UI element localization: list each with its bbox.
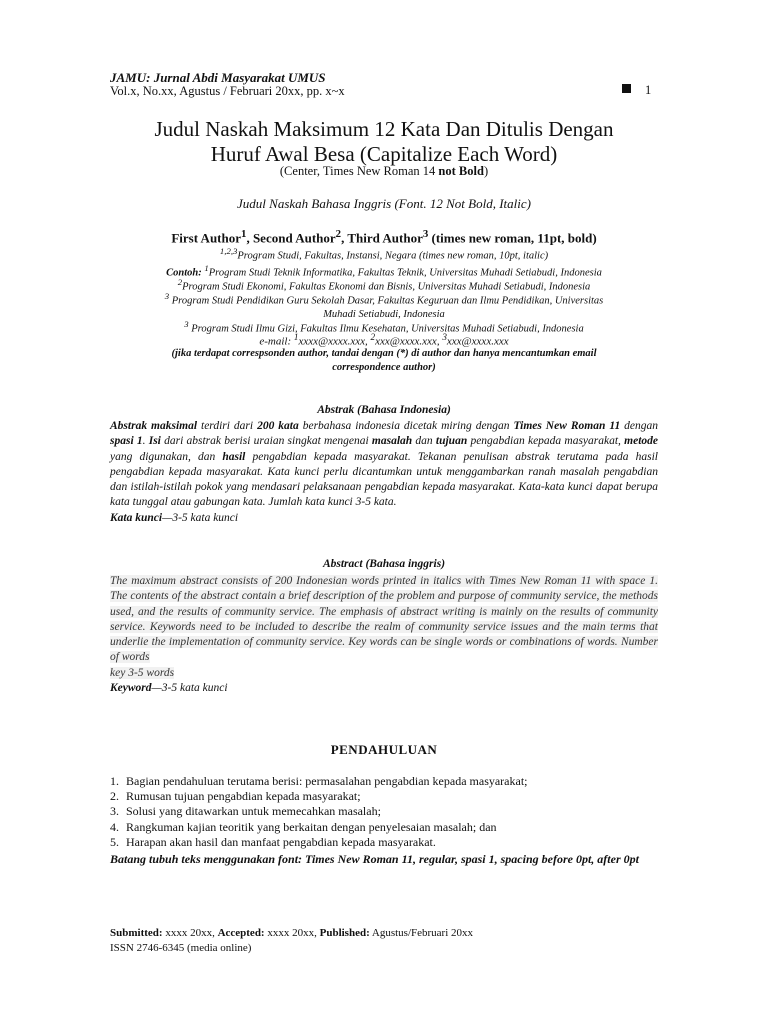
abstrak-body [110, 419, 658, 526]
affil-ex4-text: Program Studi Ilmu Gizi, Fakultas Ilmu Kesehatan, Universitas Muhadi Setiabudi, Indonesia [188, 323, 584, 335]
list-number: 5. [110, 834, 119, 849]
affil-ex3-line2: Muhadi Setiabudi, Indonesia [323, 309, 445, 320]
list-text: Harapan akan hasil dan manfaat pengabdian kepada masyarakat. [126, 834, 436, 849]
affiliation-example-3 [110, 290, 658, 322]
abstract-en-key-line: key 3-5 words [110, 666, 175, 679]
list-item [110, 820, 658, 835]
affil-ex3-line1: Program Studi Pendidikan Guru Sekolah Dasar, Fakultas Keguruan dan Ilmu Pendidikan, Universitas [169, 295, 604, 307]
title-line-1: Judul Naskah Maksimum 12 Kata Dan Ditulis Dengan [154, 117, 614, 141]
email-1-sup: 1 [293, 332, 299, 342]
journal-name: JAMU: Jurnal Abdi Masyarakat UMUS [110, 70, 326, 85]
abstrak-bold-1: Abstrak maksimal [110, 420, 198, 432]
submission-dates [110, 927, 473, 939]
affil-ex4-sup: 3 [184, 319, 189, 329]
list-item [110, 774, 658, 789]
published-date: Agustus/Februari 20xx [369, 927, 474, 939]
author-line [100, 228, 668, 246]
abstrak-heading: Abstrak (Bahasa Indonesia) [317, 404, 451, 416]
abstrak-bold-5: Isi [148, 435, 161, 448]
affil-ex2-sup: 2 [177, 277, 183, 287]
abstrak-text-1: terdiri dari [197, 420, 258, 432]
email-3-sup: 3 [442, 332, 447, 342]
abstrak-text-8: yang digunakan, dan [110, 450, 223, 463]
email-line [110, 332, 658, 348]
abstrak-bold-8: metode [624, 435, 659, 448]
author-2: , Second Author [246, 230, 336, 246]
submitted-label: Submitted: [110, 927, 163, 939]
correspondence-line-1: (jika terdapat correspsonden author, tandai dengan (*) di author dan hanya mencantumkan email [171, 348, 597, 359]
published-label: Published: [319, 927, 370, 939]
author-1-sup: 1 [241, 228, 247, 240]
volume-line: Vol.x, No.xx, Agustus / Februari 20xx, pp. x~x [110, 84, 345, 98]
accepted-date: xxxx 20xx, [264, 927, 320, 939]
kata-kunci-label: Kata kunci [110, 511, 163, 524]
kata-kunci-text: —3-5 kata kunci [162, 511, 239, 524]
affil-ex1-text: Program Studi Teknik Informatika, Fakultas Teknik, Universitas Muhadi Setiabudi, Indonesia [208, 267, 602, 279]
abstrak-text-6: dan [412, 435, 436, 448]
list-number: 4. [110, 819, 119, 834]
abstrak-text-9: pengabdian kepada masyarakat. Tekanan penulisan abstrak terutama pada hasil pengabdian kepada masyarakat. Kata kunci perlu dicantumkan untuk menggambarkan ranah masalah pengabdian dan istilah-istilah pokok yang mendasari pelaksanaan pengabdian kepada masyarakat. Kata-kata kunci dapat berupa kata tunggal atau gabungan kata. Jumlah kata kunci 3-5 kata. [110, 450, 658, 509]
email-label: e-mail: [259, 335, 294, 348]
title-note-text: (Center, Times New Roman 14 [279, 164, 439, 178]
author-3: , Third Author [341, 230, 423, 246]
title-note-end: ) [483, 164, 489, 178]
abstrak-text-2: berbahasa indonesia dicetak miring dengan [298, 420, 514, 432]
pendahuluan-list [110, 774, 658, 850]
list-item [110, 804, 658, 819]
square-bullet-icon [622, 84, 631, 93]
author-1: First Author [171, 230, 242, 246]
email-2-sup: 2 [370, 332, 376, 342]
author-2-sup: 2 [335, 228, 342, 240]
paper-title [100, 117, 668, 167]
list-text: Rumusan tujuan pengabdian kepada masyarakat; [126, 789, 361, 804]
english-title: Judul Naskah Bahasa Inggris (Font. 12 Not Bold, Italic) [237, 196, 531, 211]
title-note-bold: not Bold [438, 164, 484, 178]
abstrak-bold-6: masalah [371, 435, 413, 448]
affil-generic-text: Program Studi, Fakultas, Instansi, Negara (times new roman, 10pt, italic) [237, 250, 549, 262]
email-2: xxx@xxxx.xxx, [375, 335, 443, 348]
keyword-label: Keyword [110, 682, 152, 695]
keyword-text: —3-5 kata kunci [151, 682, 228, 695]
email-3: xxx@xxxx.xxx [446, 335, 509, 348]
page-number-area [622, 83, 651, 98]
pendahuluan-heading: PENDAHULUAN [330, 742, 438, 757]
abstrak-text-7: pengabdian kepada masyarakat, [467, 435, 625, 448]
body-format-note: Batang tubuh teks menggunakan font: Times New Roman 11, regular, spasi 1, spacing before 0pt, after 0pt [110, 852, 639, 866]
abstract-en-text: The maximum abstract consists of 200 Indonesian words printed in italics with Times New Roman 11 with space 1. The contents of the abstract contain a brief description of the problem and purpose of community service, the methods used, and the results of community service. The emphasis of abstract writing is mainly on the results of community service. Keywords need to be included to describe the realm of community service issues and the main terms that underlie the implementation of community service. Key words can be single words or combinations of words. Number of words [110, 575, 658, 664]
page-number: 1 [645, 83, 652, 97]
list-item [110, 789, 658, 804]
list-number: 2. [110, 789, 119, 804]
title-format-note [100, 164, 668, 179]
accepted-label: Accepted: [217, 927, 265, 939]
title-line-2: Huruf Awal Besa (Capitalize Each Word) [210, 142, 558, 166]
abstrak-bold-4: spasi 1 [110, 435, 143, 448]
correspondence-line-2: correspondence author) [332, 361, 436, 373]
abstrak-bold-3: Times New Roman 11 [513, 420, 621, 432]
abstrak-bold-2: 200 kata [257, 420, 299, 432]
author-format-note: (times new roman, 11pt, bold) [428, 230, 597, 246]
list-text: Solusi yang ditawarkan untuk memecahkan masalah; [126, 804, 381, 819]
affil-ex2-text: Program Studi Ekonomi, Fakultas Ekonomi dan Bisnis, Universitas Muhadi Setiabudi, Indonesia [182, 281, 591, 293]
list-number: 3. [110, 804, 119, 819]
list-text: Rangkuman kajian teoritik yang berkaitan dengan penyelesaian masalah; dan [126, 819, 497, 834]
abstrak-text-4: . [142, 435, 149, 448]
contoh-label: Contoh: [166, 267, 202, 279]
affiliation-generic [110, 245, 658, 263]
correspondence-note [120, 347, 648, 374]
list-text: Bagian pendahuluan terutama berisi: permasalahan pengabdian kepada masyarakat; [126, 774, 528, 788]
issn-line: ISSN 2746-6345 (media online) [110, 942, 252, 954]
affil-generic-sup: 1,2,3 [219, 246, 238, 256]
abstrak-text-5: dari abstrak berisi uraian singkat mengenai [160, 435, 372, 448]
submitted-date: xxxx 20xx, [162, 927, 218, 939]
abstrak-bold-9: hasil [222, 450, 246, 463]
affil-ex3-sup: 3 [164, 291, 170, 301]
abstrak-text-3: dengan [620, 420, 659, 432]
list-number: 1. [110, 774, 119, 788]
abstract-en-heading: Abstract (Bahasa inggris) [322, 558, 446, 570]
email-1: xxxx@xxxx.xxx, [298, 335, 371, 348]
abstract-en-body [110, 574, 658, 696]
author-3-sup: 3 [422, 228, 429, 240]
abstrak-bold-7: tujuan [435, 435, 468, 448]
affil-ex1-sup: 1 [204, 263, 209, 273]
list-item [110, 835, 658, 850]
